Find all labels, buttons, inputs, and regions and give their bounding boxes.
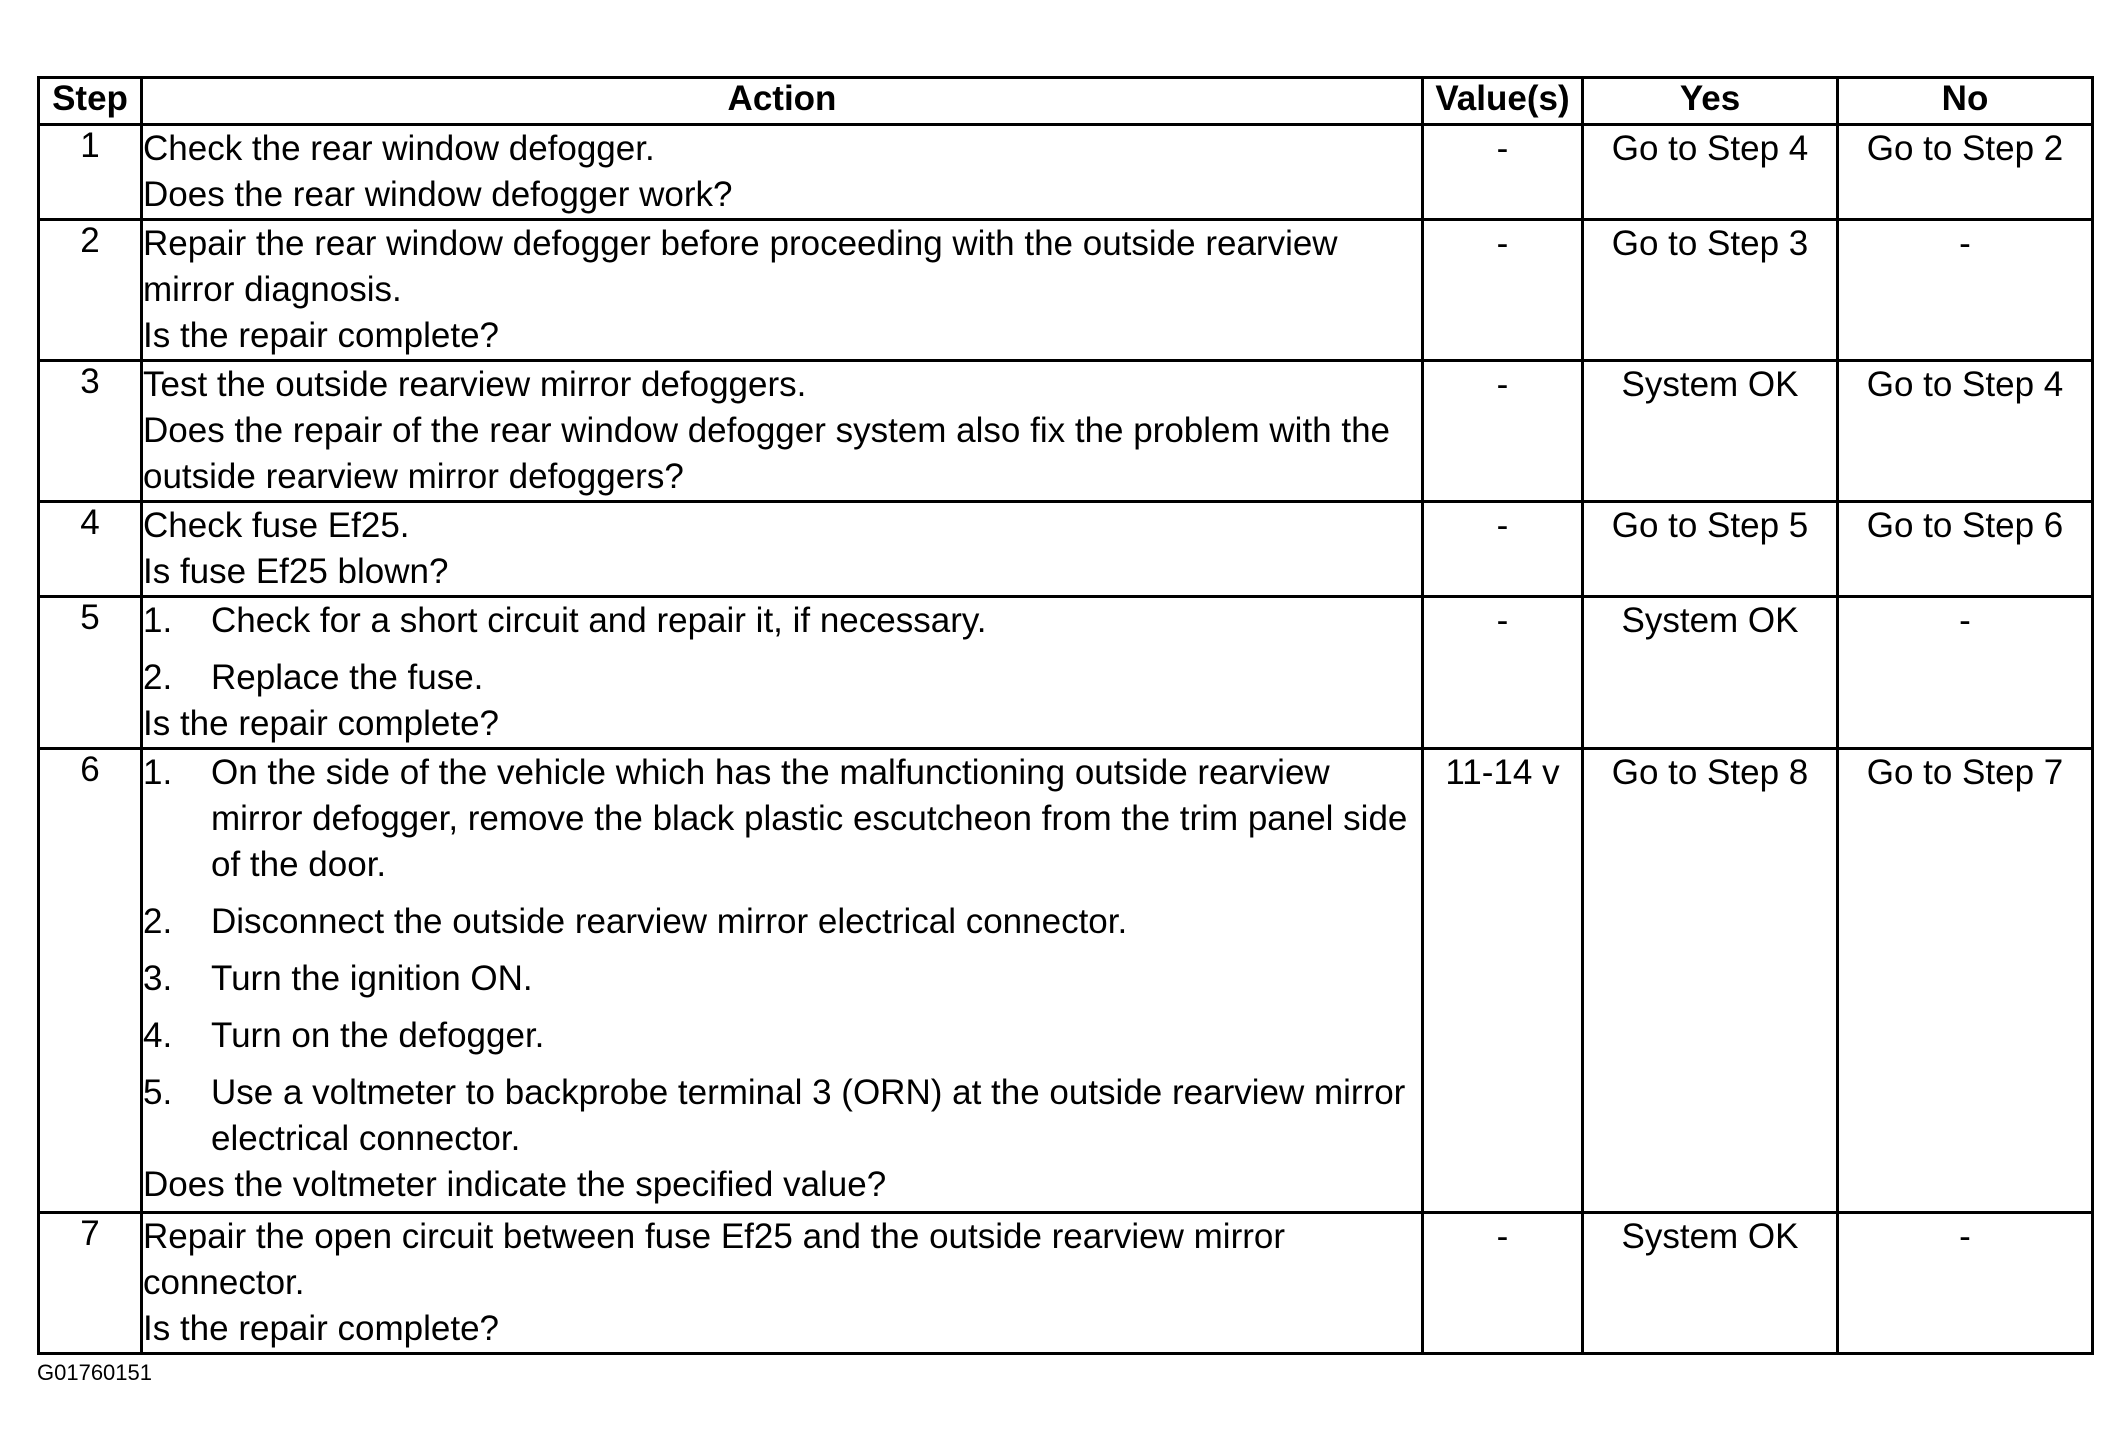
no-cell: - (1838, 220, 2093, 361)
value-cell: 11-14 v (1423, 749, 1583, 1213)
substep-text: Check for a short circuit and repair it, if necessary. (211, 601, 987, 640)
action-cell (142, 1213, 1423, 1354)
no-cell: Go to Step 4 (1838, 361, 2093, 502)
yes-cell: Go to Step 3 (1583, 220, 1838, 361)
table-row (39, 1213, 2093, 1354)
substep-number: 1. (143, 601, 173, 640)
substep-number: 1. (143, 753, 173, 792)
header-no: No (1838, 78, 2093, 125)
action-cell (142, 220, 1423, 361)
action-cell (142, 502, 1423, 597)
substep-text: On the side of the vehicle which has the malfunctioning outside rearview mirror defogger, remove the black plastic escutcheon from the trim panel side of the door. (211, 753, 1408, 884)
action-line: Check fuse Ef25. (143, 506, 410, 545)
substep-item (143, 655, 1421, 701)
step-number: 7 (39, 1213, 142, 1354)
action-cell (142, 597, 1423, 749)
action-cell (142, 125, 1423, 220)
action-line: Test the outside rearview mirror defoggers. (143, 365, 807, 404)
substep-text: Replace the fuse. (211, 658, 484, 697)
value-cell: - (1423, 502, 1583, 597)
value-cell: - (1423, 361, 1583, 502)
substep-item (143, 1070, 1421, 1162)
no-cell: Go to Step 2 (1838, 125, 2093, 220)
action-cell (142, 361, 1423, 502)
header-action: Action (142, 78, 1423, 125)
no-cell: Go to Step 7 (1838, 749, 2093, 1213)
substep-number: 3. (143, 959, 173, 998)
substep-item (143, 956, 1421, 1002)
substep-item (143, 598, 1421, 644)
action-question: Is the repair complete? (143, 1309, 500, 1348)
step-number: 1 (39, 125, 142, 220)
action-line: Repair the rear window defogger before proceeding with the outside rearview mirror diagnosis. (143, 224, 1338, 309)
step-number: 4 (39, 502, 142, 597)
table-row (39, 749, 2093, 1213)
step-number: 3 (39, 361, 142, 502)
table-row (39, 220, 2093, 361)
yes-cell: Go to Step 4 (1583, 125, 1838, 220)
substep-item (143, 1013, 1421, 1059)
action-line: Check the rear window defogger. (143, 129, 655, 168)
substep-number: 4. (143, 1016, 173, 1055)
figure-id: G01760151 (37, 1360, 152, 1385)
header-yes: Yes (1583, 78, 1838, 125)
step-number: 5 (39, 597, 142, 749)
yes-cell: Go to Step 8 (1583, 749, 1838, 1213)
yes-cell: System OK (1583, 361, 1838, 502)
action-question: Does the repair of the rear window defogger system also fix the problem with the outside rearview mirror defoggers? (143, 411, 1391, 496)
diagnostic-table (37, 76, 2094, 1355)
action-question: Does the voltmeter indicate the specified value? (143, 1165, 887, 1204)
header-values: Value(s) (1423, 78, 1583, 125)
action-cell (142, 749, 1423, 1213)
action-question: Is the repair complete? (143, 316, 500, 355)
value-cell: - (1423, 125, 1583, 220)
value-cell: - (1423, 597, 1583, 749)
substep-number: 2. (143, 658, 173, 697)
action-question: Is fuse Ef25 blown? (143, 552, 449, 591)
step-number: 2 (39, 220, 142, 361)
substep-text: Disconnect the outside rearview mirror electrical connector. (211, 902, 1128, 941)
yes-cell: System OK (1583, 597, 1838, 749)
action-question: Is the repair complete? (143, 704, 500, 743)
substep-item (143, 899, 1421, 945)
substep-number: 5. (143, 1073, 173, 1112)
substep-text: Turn the ignition ON. (211, 959, 533, 998)
yes-cell: Go to Step 5 (1583, 502, 1838, 597)
header-row (39, 78, 2093, 125)
no-cell: - (1838, 1213, 2093, 1354)
step-number: 6 (39, 749, 142, 1213)
action-line: Repair the open circuit between fuse Ef25 and the outside rearview mirror connector. (143, 1217, 1285, 1302)
value-cell: - (1423, 220, 1583, 361)
substep-item (143, 750, 1421, 888)
header-step: Step (39, 78, 142, 125)
substep-list (143, 750, 1421, 1162)
table-row (39, 361, 2093, 502)
action-question: Does the rear window defogger work? (143, 175, 733, 214)
table-row (39, 125, 2093, 220)
substep-text: Turn on the defogger. (211, 1016, 545, 1055)
substep-text: Use a voltmeter to backprobe terminal 3 (ORN) at the outside rearview mirror electrical connector. (211, 1073, 1406, 1158)
table-row (39, 502, 2093, 597)
no-cell: - (1838, 597, 2093, 749)
value-cell: - (1423, 1213, 1583, 1354)
substep-list (143, 598, 1421, 701)
table-row (39, 597, 2093, 749)
yes-cell: System OK (1583, 1213, 1838, 1354)
no-cell: Go to Step 6 (1838, 502, 2093, 597)
substep-number: 2. (143, 902, 173, 941)
